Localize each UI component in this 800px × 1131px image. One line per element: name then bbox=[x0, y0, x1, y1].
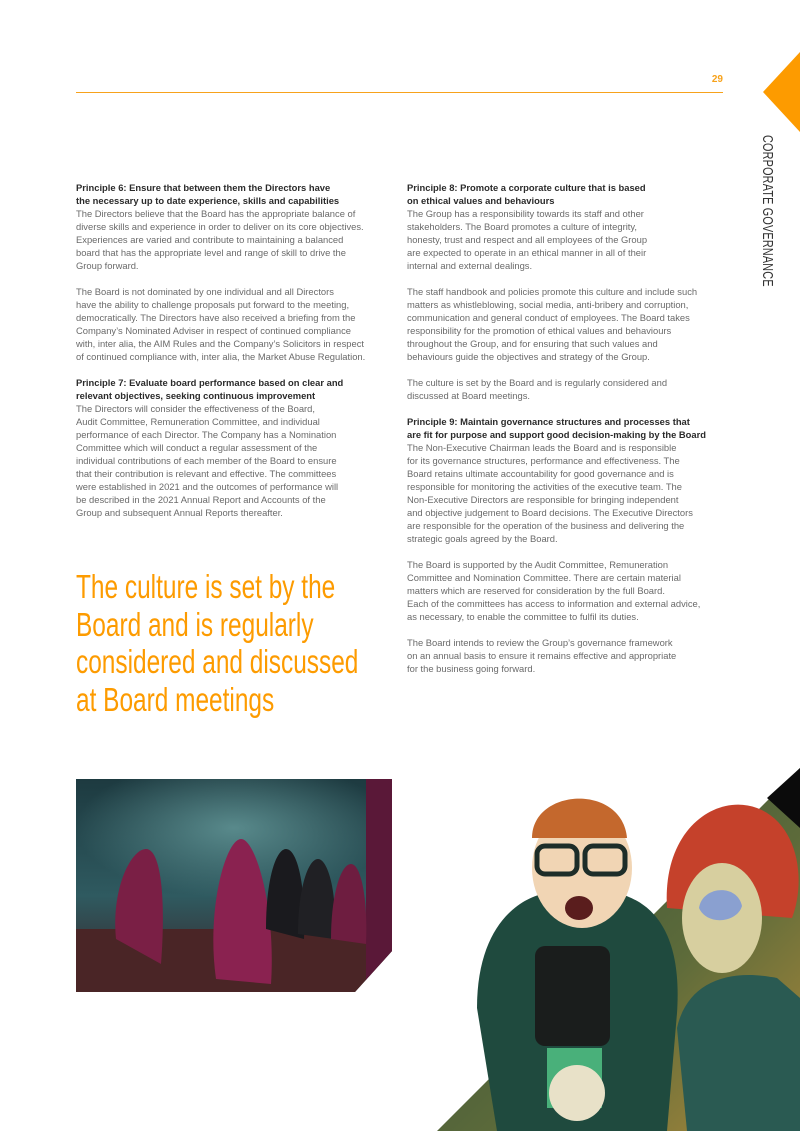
body-line: matters which are reserved for consideration by the full Board. bbox=[407, 585, 665, 596]
body-line: stakeholders. The Board promotes a culture of integrity, bbox=[407, 221, 637, 232]
body-line: honesty, trust and respect and all employees of the Group bbox=[407, 234, 648, 245]
body-line: The Group has a responsibility towards its staff and other bbox=[407, 208, 644, 219]
body-line: The Directors believe that the Board has the appropriate balance of bbox=[76, 208, 356, 219]
principle-section bbox=[76, 376, 406, 519]
body-line: individual contributions of each member of the Board to ensure bbox=[76, 455, 337, 466]
body-line: Group and subsequent Annual Reports thereafter. bbox=[76, 507, 283, 518]
body-line: Group forward. bbox=[76, 260, 139, 271]
heading-line: Principle 8: Promote a corporate culture that is based bbox=[407, 182, 646, 193]
principle-heading bbox=[407, 415, 737, 441]
pull-quote-line: considered and discussed bbox=[76, 643, 359, 680]
principle-section bbox=[407, 415, 737, 675]
principle-heading bbox=[76, 181, 406, 207]
characters-artwork-image bbox=[437, 768, 800, 1131]
section-tab-triangle bbox=[763, 52, 800, 132]
page-number: 29 bbox=[711, 74, 723, 85]
header-rule bbox=[76, 92, 723, 93]
body-line: of continued compliance with, inter alia, the Market Abuse Regulation. bbox=[76, 351, 366, 362]
body-line: are expected to operate in an ethical manner in all of their bbox=[407, 247, 647, 258]
body-line: responsible for monitoring the activities of the executive team. The bbox=[407, 481, 682, 492]
pull-quote-line: at Board meetings bbox=[76, 680, 275, 718]
stage-scene-image bbox=[76, 779, 392, 992]
body-line: communication and general conduct of employees. The Board takes bbox=[407, 312, 690, 323]
body-paragraph bbox=[76, 402, 406, 519]
body-line: Board retains ultimate accountability for good governance and is bbox=[407, 468, 674, 479]
right-column bbox=[407, 181, 737, 688]
heading-line: Principle 6: Ensure that between them the Directors have bbox=[76, 182, 331, 193]
body-paragraph bbox=[407, 376, 737, 402]
body-line: The Non-Executive Chairman leads the Board and is responsible bbox=[407, 442, 677, 453]
body-line: The Board intends to review the Group’s governance framework bbox=[407, 637, 673, 648]
heading-line: the necessary up to date experience, skills and capabilities bbox=[76, 195, 340, 206]
body-paragraph bbox=[407, 636, 737, 675]
principle-heading bbox=[76, 376, 406, 402]
body-paragraph bbox=[76, 207, 406, 272]
body-line: for the business going forward. bbox=[407, 663, 536, 674]
body-line: The staff handbook and policies promote this culture and include such bbox=[407, 286, 698, 297]
body-line: for its governance structures, performance and effectiveness. The bbox=[407, 455, 680, 466]
body-line: The Board is supported by the Audit Committee, Remuneration bbox=[407, 559, 669, 570]
pull-quote-line: Board and is regularly bbox=[76, 605, 314, 643]
body-line: performance of each Director. The Company has a Nomination bbox=[76, 429, 337, 440]
body-line: Committee and Nomination Committee. There are certain material bbox=[407, 572, 681, 583]
pull-quote bbox=[76, 568, 358, 718]
body-line: Company’s Nominated Adviser in respect of continued compliance bbox=[76, 325, 351, 336]
body-paragraph bbox=[407, 441, 737, 545]
left-column bbox=[76, 181, 406, 532]
body-line: have the ability to challenge proposals put forward to the meeting, bbox=[76, 299, 350, 310]
body-line: on an annual basis to ensure it remains effective and appropriate bbox=[407, 650, 677, 661]
body-line: The Directors will consider the effectiveness of the Board, bbox=[76, 403, 316, 414]
body-line: Each of the committees has access to information and external advice, bbox=[407, 598, 701, 609]
body-line: and objective judgement to Board decisions. The Executive Directors bbox=[407, 507, 693, 518]
body-line: throughout the Group, and for ensuring that such values and bbox=[407, 338, 658, 349]
body-line: The culture is set by the Board and is regularly considered and bbox=[407, 377, 668, 388]
body-line: Experiences are varied and contribute to maintaining a balanced bbox=[76, 234, 344, 245]
principle-section bbox=[407, 181, 737, 402]
body-line: Committee which will conduct a regular assessment of the bbox=[76, 442, 318, 453]
pull-quote-line: The culture is set by the bbox=[76, 568, 336, 605]
section-label: CORPORATE GOVERNANCE bbox=[759, 135, 776, 287]
body-line: discussed at Board meetings. bbox=[407, 390, 530, 401]
body-line: board that has the appropriate level and range of skill to drive the bbox=[76, 247, 346, 258]
body-line: diverse skills and experience in order to deliver on its core objectives. bbox=[76, 221, 364, 232]
body-line: as necessary, to enable the committee to fulfil its duties. bbox=[407, 611, 639, 622]
body-line: with, inter alia, the AIM Rules and the Company’s Solicitors in respect bbox=[76, 338, 364, 349]
body-line: matters as whistleblowing, social media, anti-bribery and corruption, bbox=[407, 299, 689, 310]
body-line: internal and external dealings. bbox=[407, 260, 533, 271]
heading-line: Principle 7: Evaluate board performance based on clear and bbox=[76, 377, 344, 388]
body-line: The Board is not dominated by one individual and all Directors bbox=[76, 286, 334, 297]
body-paragraph bbox=[76, 285, 406, 363]
principle-section bbox=[76, 181, 406, 363]
heading-line: are fit for purpose and support good decision-making by the Board bbox=[407, 429, 706, 440]
body-paragraph bbox=[407, 207, 737, 272]
body-line: Audit Committee, Remuneration Committee, and individual bbox=[76, 416, 320, 427]
body-line: Non-Executive Directors are responsible for bringing independent bbox=[407, 494, 679, 505]
body-paragraph bbox=[407, 285, 737, 363]
heading-line: Principle 9: Maintain governance structures and processes that bbox=[407, 416, 690, 427]
principle-heading bbox=[407, 181, 737, 207]
heading-line: on ethical values and behaviours bbox=[407, 195, 555, 206]
body-paragraph bbox=[407, 558, 737, 623]
body-line: behaviours guide the objectives and strategy of the Group. bbox=[407, 351, 650, 362]
body-line: were established in 2021 and the outcomes of performance will bbox=[76, 481, 339, 492]
body-line: are responsible for the operation of the business and delivering the bbox=[407, 520, 685, 531]
body-line: strategic goals agreed by the Board. bbox=[407, 533, 558, 544]
body-line: that their contribution is relevant and effective. The committees bbox=[76, 468, 337, 479]
heading-line: relevant objectives, seeking continuous improvement bbox=[76, 390, 316, 401]
body-line: democratically. The Directors have also received a briefing from the bbox=[76, 312, 356, 323]
body-line: responsibility for the promotion of ethical values and behaviours bbox=[407, 325, 672, 336]
body-line: be described in the 2021 Annual Report and Accounts of the bbox=[76, 494, 326, 505]
